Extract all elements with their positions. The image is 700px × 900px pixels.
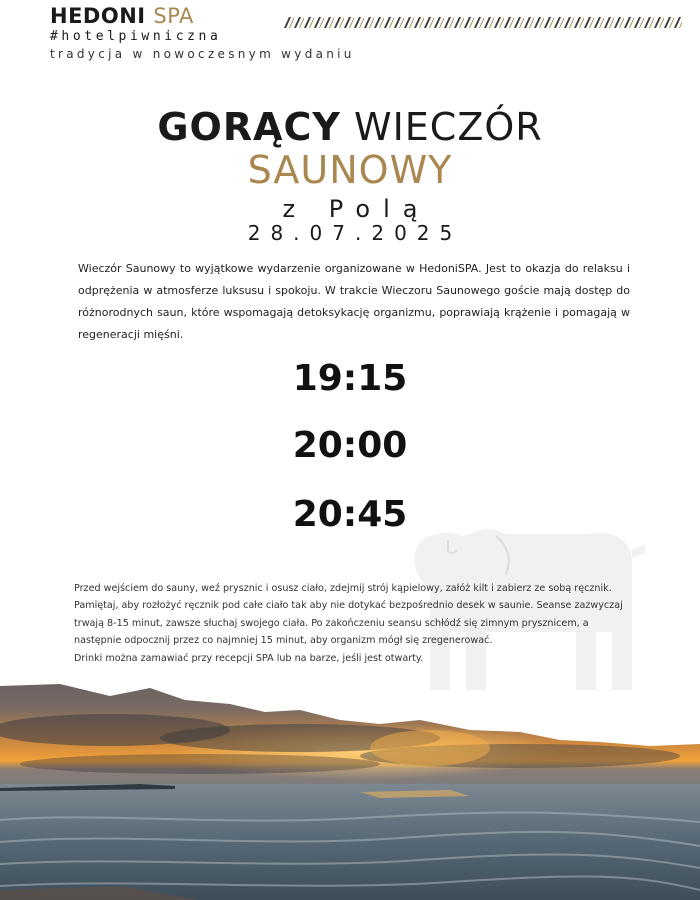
brand-hashtag: #hotelpiwniczna xyxy=(50,29,222,44)
brand-name-accent: SPA xyxy=(153,4,194,28)
brand-name xyxy=(50,4,221,28)
decorative-pattern xyxy=(284,17,682,28)
event-title xyxy=(0,106,700,148)
drinks-note: Drinki można zamawiać przy recepcji SPA lub na barze, jeśli jest otwarty. xyxy=(74,652,424,664)
event-date: 28.07.2025 xyxy=(247,221,463,245)
brand-name-main: HEDONI xyxy=(50,4,146,28)
brand-tagline: tradycja w nowoczesnym wydaniu xyxy=(50,47,355,61)
event-subtitle: z Polą xyxy=(282,195,431,223)
event-title-accent: SAUNOWY xyxy=(247,148,453,192)
brand-logo xyxy=(50,4,221,44)
session-time: 20:00 xyxy=(292,425,408,466)
event-title-bold: GORĄCY xyxy=(157,105,341,149)
intro-paragraph: Wieczór Saunowy to wyjątkowe wydarzenie organizowane w HedoniSPA. Jest to okazja do relaksu i odprężenia w atmosferze luksusu i spokoju. W trakcie Wieczoru Saunowego goście mają dostęp do różnorodnych saun, które wspomagają detoksykację organizmu, poprawiają krążenie i pomagają w regeneracji mięśni. xyxy=(78,262,630,341)
instructions-paragraph: Przed wejściem do sauny, weź prysznic i osusz ciało, zdejmij strój kąpielowy, załóż kilt i zabierz ze sobą ręcznik. Pamiętaj, aby rozłożyć ręcznik pod całe ciało tak aby nie dotykać bezpośrednio desek w saunie. Seanse zazwyczaj trwają 8-15 minut, zawsze słuchaj swojego ciała. Po zakończeniu seansu schłódź się zimnym prysznicem, a następnie odpocznij przez co najmniej 15 minut, aby organizm mógł się zregenerować. xyxy=(74,583,623,647)
sauna-instructions xyxy=(74,580,634,667)
sunset-sea-image xyxy=(0,660,700,900)
event-title-block xyxy=(0,106,700,244)
session-time: 20:45 xyxy=(292,494,408,535)
event-title-light: WIECZÓR xyxy=(354,105,543,149)
session-time: 19:15 xyxy=(292,358,408,399)
